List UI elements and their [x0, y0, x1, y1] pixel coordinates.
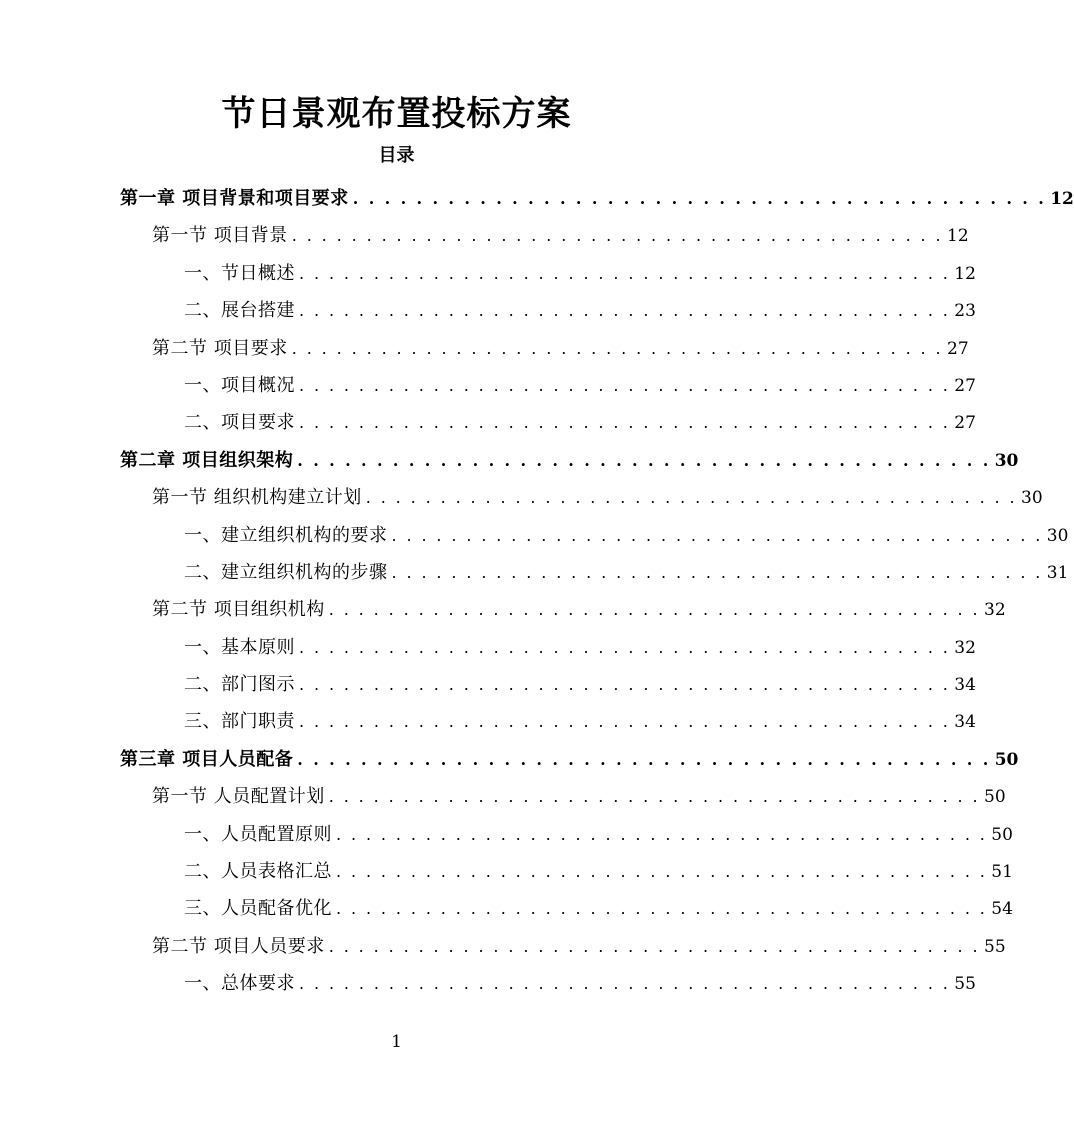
toc-entry-label: 一、总体要求: [184, 973, 295, 995]
toc-subsection-entry[interactable]: [120, 404, 976, 441]
toc-subsection-entry[interactable]: [120, 965, 976, 1002]
toc-entry-page-number: 27: [947, 338, 969, 359]
toc-entry-page-number: 34: [954, 712, 976, 733]
toc-entry-page-number: 27: [954, 375, 976, 396]
toc-entry-page-number: 30: [1021, 488, 1043, 509]
toc-dot-leader: . . . . . . . . . . . . . . . . . . . . . . . . . . . . . . . . . . . . . . . . . . . .: [297, 450, 991, 470]
toc-section-entry[interactable]: [120, 928, 1006, 965]
toc-dot-leader: . . . . . . . . . . . . . . . . . . . . . . . . . . . . . . . . . . . . . . . . . . . .: [328, 600, 981, 620]
toc-entry-label: 第三章 项目人员配备: [120, 748, 294, 770]
toc-entry-label: 一、节日概述: [184, 262, 295, 284]
toc-entry-label: 第二节 项目要求: [152, 337, 288, 359]
toc-section-entry[interactable]: [120, 591, 1006, 628]
toc-entry-label: 一、建立组织机构的要求: [184, 524, 388, 546]
toc-dot-leader: . . . . . . . . . . . . . . . . . . . . . . . . . . . . . . . . . . . . . . . . . . . .: [299, 413, 951, 433]
toc-entry-label: 第一章 项目背景和项目要求: [120, 188, 349, 209]
toc-dot-leader: . . . . . . . . . . . . . . . . . . . . . . . . . . . . . . . . . . . . . . . . . . . .: [297, 749, 991, 769]
toc-entry-label: 一、人员配置原则: [184, 823, 332, 845]
document-title: 节日景观布置投标方案: [221, 94, 572, 134]
toc-dot-leader: . . . . . . . . . . . . . . . . . . . . . . . . . . . . . . . . . . . . . . . . . . . .: [391, 562, 1043, 582]
toc-chapter-entry[interactable]: [120, 442, 1019, 479]
toc-entry-page-number: 12: [954, 263, 976, 284]
toc-entry-page-number: 34: [954, 675, 976, 696]
toc-entry-label: 第一节 组织机构建立计划: [152, 487, 362, 509]
toc-dot-leader: . . . . . . . . . . . . . . . . . . . . . . . . . . . . . . . . . . . . . . . . . . . .: [299, 675, 951, 695]
toc-entry-label: 第二章 项目组织架构: [120, 449, 294, 471]
toc-entry-page-number: 12: [1050, 189, 1074, 209]
toc-subsection-entry[interactable]: [120, 554, 1069, 591]
toc-entry-page-number: 12: [947, 226, 969, 247]
toc-subsection-entry[interactable]: [120, 255, 976, 292]
toc-dot-leader: . . . . . . . . . . . . . . . . . . . . . . . . . . . . . . . . . . . . . . . . . . . .: [299, 974, 951, 994]
toc-subsection-entry[interactable]: [120, 292, 976, 329]
toc-section-entry[interactable]: [120, 330, 969, 367]
toc-dot-leader: . . . . . . . . . . . . . . . . . . . . . . . . . . . . . . . . . . . . . . . . . . . .: [352, 189, 1047, 208]
toc-subsection-entry[interactable]: [120, 666, 976, 703]
toc-dot-leader: . . . . . . . . . . . . . . . . . . . . . . . . . . . . . . . . . . . . . . . . . . . .: [365, 488, 1018, 508]
toc-dot-leader: . . . . . . . . . . . . . . . . . . . . . . . . . . . . . . . . . . . . . . . . . . . .: [299, 301, 951, 321]
toc-subsection-entry[interactable]: [120, 853, 1013, 890]
toc-entry-label: 第一节 人员配置计划: [152, 786, 325, 808]
toc-entry-page-number: 30: [1046, 525, 1069, 546]
toc-entry-label: 二、项目要求: [184, 412, 295, 434]
toc-dot-leader: . . . . . . . . . . . . . . . . . . . . . . . . . . . . . . . . . . . . . . . . . . . .: [328, 787, 981, 807]
toc-dot-leader: . . . . . . . . . . . . . . . . . . . . . . . . . . . . . . . . . . . . . . . . . . . .: [291, 226, 944, 246]
table-of-contents: [120, 180, 1074, 1003]
toc-dot-leader: . . . . . . . . . . . . . . . . . . . . . . . . . . . . . . . . . . . . . . . . . . . .: [328, 936, 981, 956]
toc-dot-leader: . . . . . . . . . . . . . . . . . . . . . . . . . . . . . . . . . . . . . . . . . . . .: [299, 637, 951, 657]
toc-entry-page-number: 55: [984, 936, 1006, 957]
toc-entry-label: 二、部门图示: [184, 674, 295, 696]
page-number: 1: [391, 1032, 402, 1052]
toc-entry-page-number: 50: [991, 824, 1013, 845]
toc-entry-label: 一、项目概况: [184, 374, 295, 396]
toc-entry-page-number: 30: [994, 450, 1019, 471]
toc-entry-page-number: 50: [984, 787, 1006, 808]
toc-dot-leader: . . . . . . . . . . . . . . . . . . . . . . . . . . . . . . . . . . . . . . . . . . . .: [336, 899, 988, 919]
toc-section-entry[interactable]: [120, 778, 1006, 815]
toc-chapter-entry[interactable]: [120, 741, 1019, 778]
toc-section-entry[interactable]: [120, 217, 969, 254]
toc-entry-page-number: 51: [991, 862, 1013, 883]
toc-dot-leader: . . . . . . . . . . . . . . . . . . . . . . . . . . . . . . . . . . . . . . . . . . . .: [336, 862, 988, 882]
toc-dot-leader: . . . . . . . . . . . . . . . . . . . . . . . . . . . . . . . . . . . . . . . . . . . .: [299, 375, 951, 395]
toc-entry-page-number: 50: [994, 749, 1019, 770]
toc-subsection-entry[interactable]: [120, 517, 1069, 554]
toc-chapter-entry[interactable]: [120, 180, 1074, 217]
toc-entry-page-number: 31: [1046, 562, 1069, 583]
toc-dot-leader: . . . . . . . . . . . . . . . . . . . . . . . . . . . . . . . . . . . . . . . . . . . .: [391, 525, 1043, 545]
toc-entry-label: 三、人员配备优化: [184, 898, 332, 920]
toc-section-entry[interactable]: [120, 479, 1043, 516]
toc-entry-label: 二、建立组织机构的步骤: [184, 561, 388, 583]
toc-entry-page-number: 27: [954, 413, 976, 434]
toc-subsection-entry[interactable]: [120, 816, 1013, 853]
toc-entry-label: 第二节 项目人员要求: [152, 935, 325, 957]
toc-entry-page-number: 23: [954, 301, 976, 322]
toc-entry-label: 二、展台搭建: [184, 300, 295, 322]
toc-subsection-entry[interactable]: [120, 629, 976, 666]
toc-entry-page-number: 55: [954, 974, 976, 995]
toc-subsection-entry[interactable]: [120, 703, 976, 740]
toc-subsection-entry[interactable]: [120, 890, 1013, 927]
toc-entry-label: 第二节 项目组织机构: [152, 599, 325, 621]
toc-entry-label: 三、部门职责: [184, 711, 295, 733]
toc-subsection-entry[interactable]: [120, 367, 976, 404]
toc-entry-page-number: 32: [984, 600, 1006, 621]
toc-entry-page-number: 54: [991, 899, 1013, 920]
toc-heading: 目录: [378, 145, 415, 166]
toc-dot-leader: . . . . . . . . . . . . . . . . . . . . . . . . . . . . . . . . . . . . . . . . . . . .: [336, 824, 988, 844]
toc-dot-leader: . . . . . . . . . . . . . . . . . . . . . . . . . . . . . . . . . . . . . . . . . . . .: [291, 338, 944, 358]
toc-entry-page-number: 32: [954, 637, 976, 658]
toc-entry-label: 第一节 项目背景: [152, 225, 288, 247]
toc-entry-label: 二、人员表格汇总: [184, 861, 332, 883]
toc-entry-label: 一、基本原则: [184, 636, 295, 658]
toc-dot-leader: . . . . . . . . . . . . . . . . . . . . . . . . . . . . . . . . . . . . . . . . . . . .: [299, 712, 951, 732]
toc-dot-leader: . . . . . . . . . . . . . . . . . . . . . . . . . . . . . . . . . . . . . . . . . . . .: [299, 263, 951, 283]
